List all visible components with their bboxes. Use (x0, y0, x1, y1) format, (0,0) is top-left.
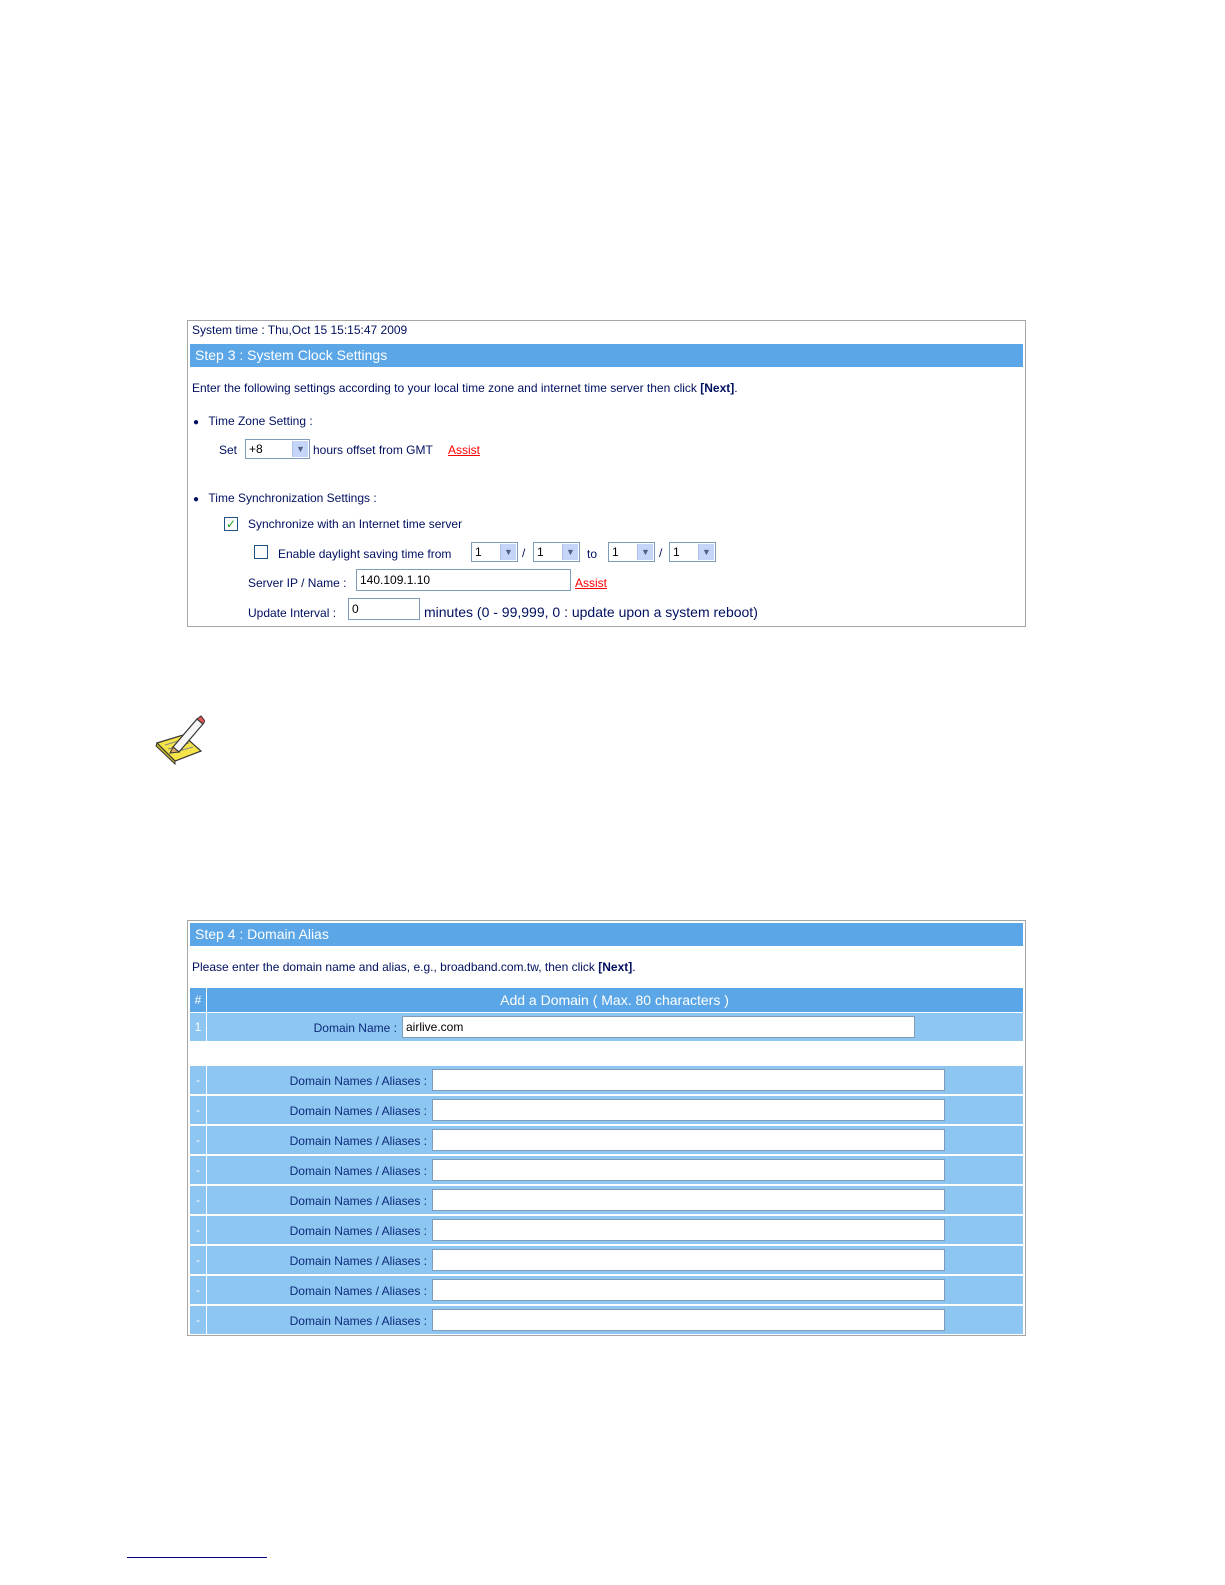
chevron-down-icon: ▼ (698, 544, 714, 560)
date-separator: / (659, 546, 663, 560)
dst-label: Enable daylight saving time from (278, 547, 452, 561)
row-dash: - (190, 1186, 207, 1214)
row-dash: - (190, 1276, 207, 1304)
chevron-down-icon: ▼ (292, 441, 308, 457)
alias-row (190, 1066, 1023, 1095)
alias-label: Domain Names / Aliases : (289, 1134, 427, 1148)
row-dash: - (190, 1216, 207, 1244)
dst-from-month-select[interactable]: 1 ▼ (471, 542, 518, 562)
dst-to-label: to (587, 547, 598, 561)
domain-alias-panel (187, 920, 1026, 1336)
alias-row (190, 1306, 1023, 1334)
alias-input[interactable] (432, 1129, 945, 1151)
interval-suffix: minutes (0 - 99,999, 0 : update upon a system reboot) (424, 604, 758, 620)
chevron-down-icon: ▼ (562, 544, 578, 560)
chevron-down-icon: ▼ (637, 544, 653, 560)
interval-label: Update Interval : (248, 606, 337, 620)
gmt-offset-select[interactable]: +8 ▼ (245, 439, 310, 459)
row-dash: - (190, 1156, 207, 1184)
footnote-divider (127, 1557, 267, 1558)
system-time: System time : Thu,Oct 15 15:15:47 2009 (192, 323, 408, 337)
alias-input[interactable] (432, 1309, 945, 1331)
alias-input[interactable] (432, 1219, 945, 1241)
bullet-icon: ● (193, 417, 200, 428)
domain-name-label: Domain Name : (313, 1021, 397, 1035)
timezone-assist-link[interactable]: Assist (448, 443, 481, 457)
row-dash: - (190, 1246, 207, 1274)
sync-heading: ● Time Synchronization Settings : (193, 491, 377, 505)
server-assist-link[interactable]: Assist (575, 576, 608, 590)
interval-input[interactable] (348, 598, 420, 620)
date-separator: / (522, 546, 526, 560)
step3-intro: Enter the following settings according to your local time zone and internet time server then click [Next]. (192, 381, 738, 395)
header-title: Add a Domain ( Max. 80 characters ) (500, 992, 729, 1008)
dst-checkbox[interactable] (254, 545, 268, 559)
alias-row (190, 1096, 1023, 1125)
dst-from-day-select[interactable]: 1 ▼ (533, 542, 580, 562)
alias-row (190, 1276, 1023, 1305)
alias-label: Domain Names / Aliases : (289, 1194, 427, 1208)
step4-title-bar: Step 4 : Domain Alias (190, 923, 1023, 946)
alias-row (190, 1216, 1023, 1245)
row-index: 1 (190, 1013, 207, 1041)
header-hash: # (190, 988, 207, 1012)
alias-input[interactable] (432, 1159, 945, 1181)
dst-to-month-select[interactable]: 1 ▼ (608, 542, 655, 562)
domain-table-header (190, 988, 1023, 1013)
set-label: Set (219, 443, 238, 457)
row-dash: - (190, 1066, 207, 1094)
alias-label: Domain Names / Aliases : (289, 1074, 427, 1088)
system-clock-panel (187, 320, 1026, 627)
row-dash: - (190, 1126, 207, 1154)
alias-label: Domain Names / Aliases : (289, 1224, 427, 1238)
alias-input[interactable] (432, 1189, 945, 1211)
alias-label: Domain Names / Aliases : (289, 1104, 427, 1118)
row-dash: - (190, 1306, 207, 1334)
alias-row (190, 1156, 1023, 1185)
alias-input[interactable] (432, 1099, 945, 1121)
bullet-icon: ● (193, 494, 200, 505)
note-pencil-icon (153, 713, 205, 765)
domain-name-input[interactable] (402, 1016, 915, 1038)
alias-row (190, 1126, 1023, 1155)
domain-name-row (190, 1013, 1023, 1042)
chevron-down-icon: ▼ (500, 544, 516, 560)
alias-input[interactable] (432, 1069, 945, 1091)
alias-label: Domain Names / Aliases : (289, 1254, 427, 1268)
alias-input[interactable] (432, 1249, 945, 1271)
alias-label: Domain Names / Aliases : (289, 1164, 427, 1178)
alias-label: Domain Names / Aliases : (289, 1314, 427, 1328)
timezone-heading: ● Time Zone Setting : (193, 414, 313, 428)
row-dash: - (190, 1096, 207, 1124)
sync-checkbox[interactable]: ✓ (225, 517, 237, 531)
step3-title-bar: Step 3 : System Clock Settings (190, 344, 1023, 367)
sync-checkbox-label: Synchronize with an Internet time server (248, 517, 463, 531)
gmt-offset-suffix: hours offset from GMT (313, 443, 433, 457)
alias-label: Domain Names / Aliases : (289, 1284, 427, 1298)
dst-to-day-select[interactable]: 1 ▼ (669, 542, 716, 562)
server-label: Server IP / Name : (248, 576, 347, 590)
alias-input[interactable] (432, 1279, 945, 1301)
server-input[interactable] (356, 569, 571, 591)
alias-row (190, 1246, 1023, 1275)
alias-row (190, 1186, 1023, 1215)
step4-intro: Please enter the domain name and alias, e.g., broadband.com.tw, then click [Next]. (192, 960, 636, 974)
